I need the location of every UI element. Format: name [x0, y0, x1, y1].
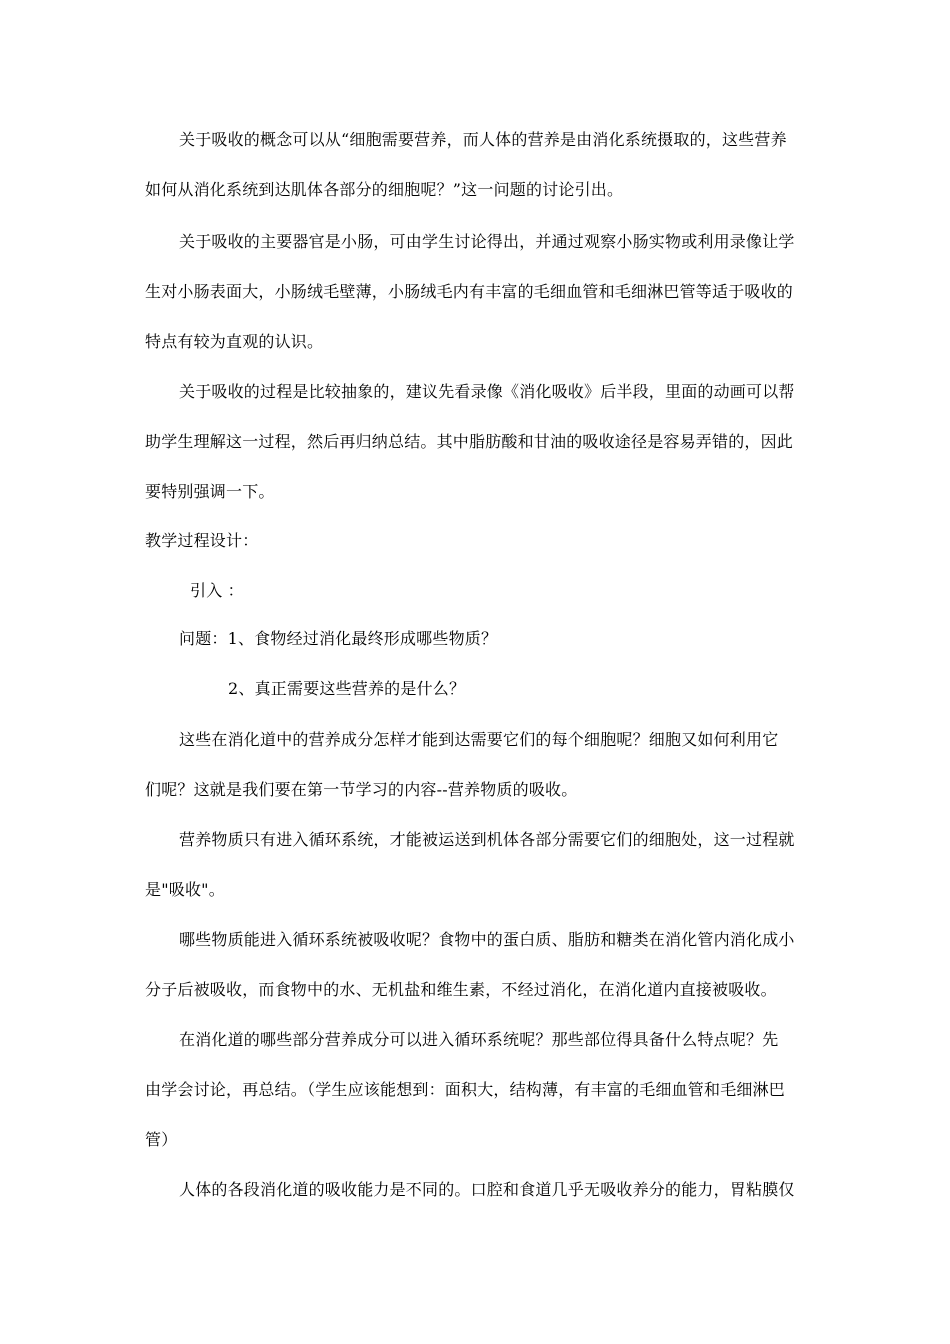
text-line: 分子后被吸收，而食物中的水、无机盐和维生素，不经过消化，在消化道内直接被吸收。: [145, 980, 777, 999]
text-line: 关于吸收的主要器官是小肠，可由学生讨论得出，并通过观察小肠实物或利用录像让学: [179, 232, 795, 251]
text-line: 由学会讨论，再总结。（学生应该能想到：面积大，结构薄，有丰富的毛细血管和毛细淋巴: [145, 1080, 786, 1099]
text-line: 特点有较为直观的认识。: [145, 332, 324, 351]
text-line: 关于吸收的概念可以从“细胞需要营养，而人体的营养是由消化系统摄取的，这些营养: [179, 130, 787, 149]
text-line: 在消化道的哪些部分营养成分可以进入循环系统呢？那些部位得具备什么特点呢？先: [179, 1030, 779, 1049]
text-line: 管）: [145, 1130, 178, 1149]
question-line: 问题：1、食物经过消化最终形成哪些物质？: [179, 629, 498, 648]
text-line: 助学生理解这一过程，然后再归纳总结。其中脂肪酸和甘油的吸收途径是容易弄错的，因此: [145, 432, 794, 451]
text-line: 要特别强调一下。: [145, 482, 275, 501]
text-line: 如何从消化系统到达肌体各部分的细胞呢？”这一问题的讨论引出。: [145, 180, 624, 199]
text-line: 关于吸收的过程是比较抽象的，建议先看录像《消化吸收》后半段，里面的动画可以帮: [179, 382, 795, 401]
text-line: 哪些物质能进入循环系统被吸收呢？食物中的蛋白质、脂肪和糖类在消化管内消化成小: [179, 930, 795, 949]
text-line: 这些在消化道中的营养成分怎样才能到达需要它们的每个细胞呢？细胞又如何利用它: [179, 730, 779, 749]
text-line: 们呢？这就是我们要在第一节学习的内容--营养物质的吸收。: [145, 780, 578, 799]
text-line: 营养物质只有进入循环系统，才能被运送到机体各部分需要它们的细胞处，这一过程就: [179, 830, 795, 849]
text-line: 引入 ：: [190, 581, 244, 600]
text-line: 生对小肠表面大，小肠绒毛壁薄，小肠绒毛内有丰富的毛细血管和毛细淋巴管等适于吸收的: [145, 282, 794, 301]
text-line: 是"吸收"。: [145, 880, 225, 899]
text-line: 人体的各段消化道的吸收能力是不同的。口腔和食道几乎无吸收养分的能力，胃粘膜仅: [179, 1180, 795, 1199]
question-line: 2、真正需要这些营养的是什么？: [228, 679, 466, 698]
section-heading: 教学过程设计：: [145, 531, 259, 550]
